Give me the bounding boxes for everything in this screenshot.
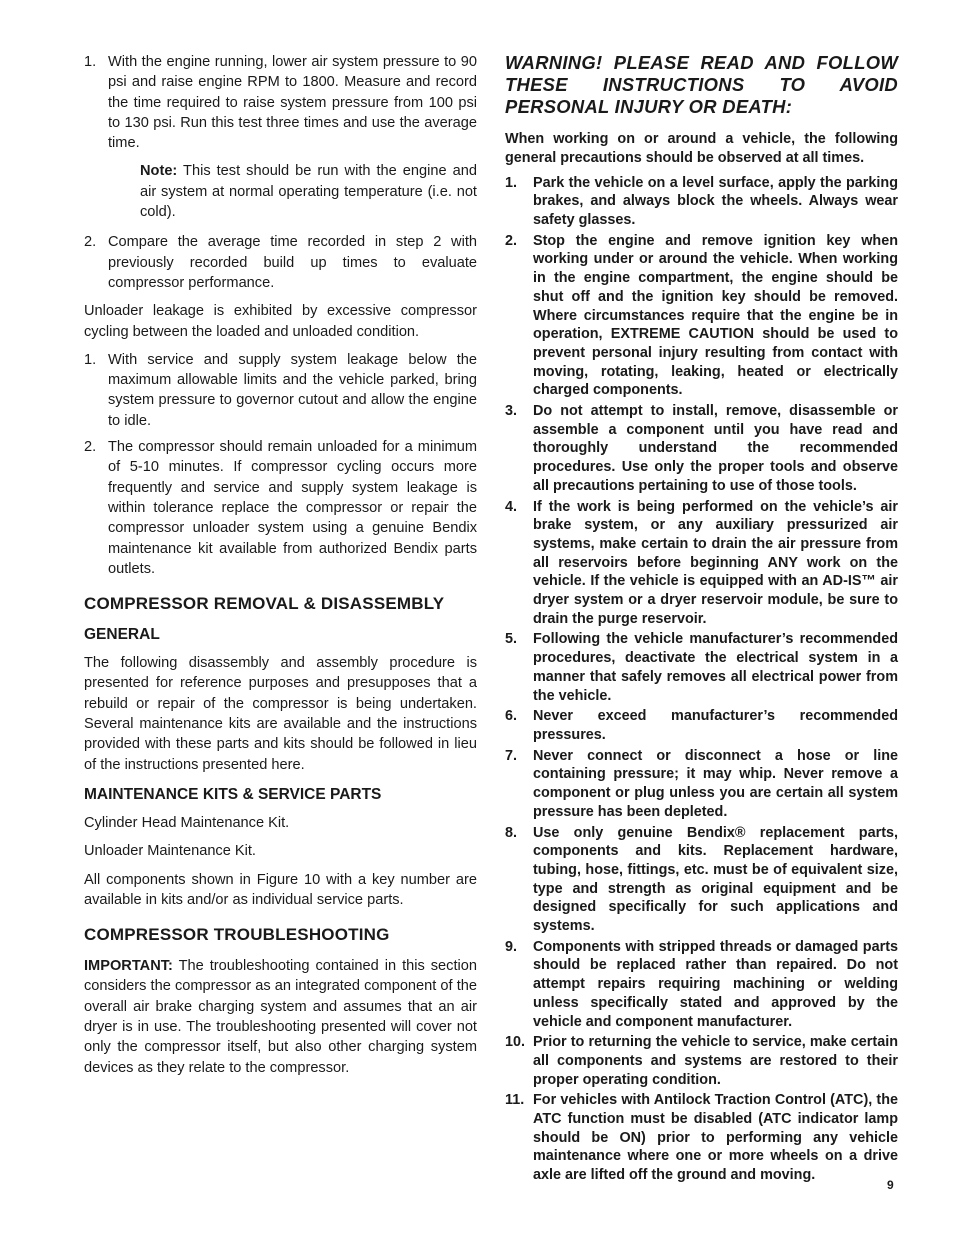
list-number: 4. — [505, 498, 518, 515]
list-number: 2. — [84, 234, 97, 251]
list-text: Prior to returning the vehicle to service, make certain all components and systems are restored to their proper operating condition. — [533, 1034, 898, 1088]
list-number: 5. — [505, 631, 518, 648]
list-number: 2. — [84, 439, 97, 456]
list-item — [505, 1091, 898, 1185]
list-text: For vehicles with Antilock Traction Control (ATC), the ATC function must be disabled (ATC indicator lamp should be ON) prior to performing any vehicle maintenance where one or more wheels on a drive axle are lifted off the ground and moving. — [533, 1092, 898, 1184]
important-paragraph — [84, 956, 477, 1078]
list-number: 10. — [505, 1034, 526, 1051]
kits-paragraph: All components shown in Figure 10 with a key number are available in kits and/or as individual service parts. — [84, 871, 477, 908]
general-paragraph: The following disassembly and assembly procedure is presented for reference purposes and presupposes that a rebuild or repair of the compressor is being undertaken. Several maintenance kits are available and the instructions provided with these parts and kits should be followed in lieu of the instructions presented here. — [84, 655, 477, 773]
list-number: 3. — [505, 403, 518, 420]
important-text: The troubleshooting contained in this section considers the compressor as an integrated component of the overall air brake charging system and assumes that an air dryer is in use. The troubleshooting presented will cover not only the compressor itself, but also other charging system devices as they relate to the compressor. — [84, 958, 477, 1076]
list-number: 1. — [84, 54, 97, 70]
list-text: Do not attempt to install, remove, disassemble or assemble a component until you have read and thoroughly understand the recommended procedures. Use only the proper tools and observe all precautions pertaining to use of those tools. — [533, 403, 898, 494]
warning-title: WARNING! PLEASE READ AND FOLLOW THESE INSTRUCTIONS TO AVOID PERSONAL INJURY OR DEATH: — [505, 52, 898, 117]
precautions-list — [505, 174, 898, 1185]
list-item — [505, 630, 898, 705]
list-number: 7. — [505, 747, 518, 764]
list-text: Stop the engine and remove ignition key when working under or around the vehicle. When working in the engine compartment, the engine should be shut off and the ignition key should be removed. Where circumstances require that the engine be in operation, EXTREME CAUTION should be used to prevent personal injury resulting from contact with moving, rotating, leaking, heated or electrically charged components. — [533, 232, 898, 399]
list-text: With the engine running, lower air system pressure to 90 psi and raise engine RPM to 1800. Measure and record the time required to raise system pressure from 100 psi to 130 psi. Run this test three times and use the average time. — [108, 54, 477, 152]
subheading-kits: MAINTENANCE KITS & SERVICE PARTS — [84, 785, 382, 803]
list-text: If the work is being performed on the vehicle’s air brake system, or any auxiliary pressurized air systems, make certain to drain the air pressure from all reservoirs before beginning ANY work on the vehicle. If the vehicle is equipped with an AD-IS™ air dryer system or a dryer reservoir module, be sure to drain the purge reservoir. — [533, 498, 898, 627]
subheading-general: GENERAL — [84, 626, 160, 644]
list-text: Park the vehicle on a level surface, apply the parking brakes, and always block the wheels. Always wear safety glasses. — [533, 174, 898, 228]
list-number: 6. — [505, 708, 518, 725]
section-heading-removal: COMPRESSOR REMOVAL & DISASSEMBLY — [84, 594, 445, 614]
list-text: The compressor should remain unloaded for a minimum of 5-10 minutes. If compressor cycling occurs more frequently and service and supply system leakage is within tolerance replace the compressor or repair the compressor unloader system using a genuine Bendix maintenance kit available from authorized Bendix parts outlets. — [108, 439, 477, 577]
list-item — [84, 437, 477, 579]
note-text: This test should be run with the engine and air system at normal operating temperature (i.e. not cold). — [140, 163, 477, 221]
right-column — [505, 52, 898, 1187]
list-number: 1. — [84, 351, 97, 368]
list-text: Components with stripped threads or damaged parts should be replaced rather than repaired. Do not attempt repairs requiring machining or welding unless specifically stated and approved by the vehicle and component manufacturer. — [533, 938, 898, 1030]
list-number: 9. — [505, 938, 518, 955]
kit-item: Unloader Maintenance Kit. — [84, 843, 256, 860]
list-text: Following the vehicle manufacturer’s recommended procedures, deactivate the electrical system in a manner that safely removes all electrical power from the vehicle. — [533, 631, 898, 704]
list-text: Use only genuine Bendix® replacement parts, components and kits. Replacement hardware, tubing, hose, fittings, etc. must be of equivalent size, type and strength as original equipment and be designed specifically for such applications and systems. — [533, 824, 898, 935]
performance-test-steps — [84, 52, 477, 153]
list-item — [505, 938, 898, 1032]
page-number: 9 — [887, 1178, 894, 1192]
list-text: Compare the average time recorded in step 2 with previously recorded build up times to evaluate compressor performance. — [108, 234, 477, 291]
list-item — [505, 707, 898, 744]
list-item — [84, 232, 477, 293]
list-text: Never exceed manufacturer’s recommended pressures. — [533, 708, 898, 743]
unloader-test-steps — [84, 350, 477, 579]
list-item — [505, 824, 898, 936]
section-heading-troubleshooting: COMPRESSOR TROUBLESHOOTING — [84, 925, 390, 945]
warning-intro: When working on or around a vehicle, the following general precautions should be observed at all times. — [505, 131, 898, 166]
list-item — [505, 498, 898, 629]
list-number: 1. — [505, 174, 518, 191]
list-item — [505, 232, 898, 400]
list-number: 11. — [505, 1092, 525, 1109]
list-item — [505, 1033, 898, 1089]
list-item — [505, 402, 898, 496]
unloader-intro: Unloader leakage is exhibited by excessive compressor cycling between the loaded and unloaded condition. — [84, 303, 477, 340]
list-item — [505, 747, 898, 822]
list-item — [84, 350, 477, 431]
list-text: Never connect or disconnect a hose or line containing pressure; it may whip. Never remove a component or plug unless you are certain all system pressure has been depleted. — [533, 747, 898, 820]
left-column — [84, 52, 477, 1086]
list-number: 2. — [505, 232, 518, 249]
list-text: With service and supply system leakage below the maximum allowable limits and the vehicle parked, bring system pressure to governor cutout and allow the engine to idle. — [108, 351, 477, 429]
note-label: Note: — [140, 163, 178, 180]
performance-test-steps-cont — [84, 232, 477, 293]
important-label: IMPORTANT: — [84, 958, 173, 975]
list-number: 8. — [505, 824, 518, 841]
list-item — [505, 174, 898, 230]
note-paragraph — [140, 161, 477, 222]
list-item — [84, 52, 477, 153]
kit-item: Cylinder Head Maintenance Kit. — [84, 814, 290, 831]
